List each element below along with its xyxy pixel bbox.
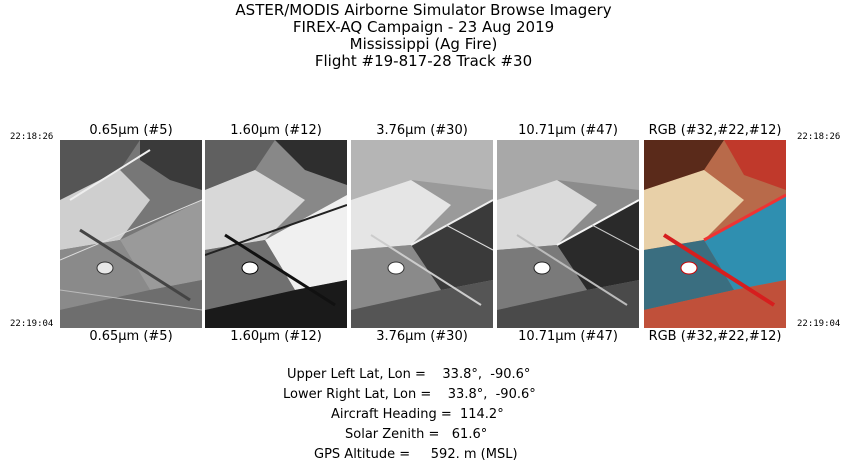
panel-label-top-2: 1.60μm (#12) (230, 123, 322, 138)
image-panel-1071um (497, 140, 639, 328)
panel-label-top-3: 3.76μm (#30) (376, 123, 468, 138)
panel-label-bottom-4: 10.71μm (#47) (518, 329, 618, 344)
title-line-2: FIREX-AQ Campaign - 23 Aug 2019 (292, 18, 555, 36)
panel-label-top-5: RGB (#32,#22,#12) (648, 123, 782, 138)
panel-label-bottom-2: 1.60μm (#12) (230, 329, 322, 344)
title-line-4: Flight #19-817-28 Track #30 (314, 52, 533, 70)
panel-label-bottom-3: 3.76μm (#30) (376, 329, 468, 344)
end-time-right: 22:19:04 (797, 319, 841, 329)
solar-zenith: Solar Zenith = 61.6° (345, 427, 488, 442)
panel-label-bottom-5: RGB (#32,#22,#12) (648, 329, 782, 344)
panel-label-top-1: 0.65μm (#5) (89, 123, 173, 138)
aircraft-heading: Aircraft Heading = 114.2° (331, 407, 504, 422)
upper-left-latlon: Upper Left Lat, Lon = 33.8°, -90.6° (287, 367, 531, 382)
title-line-3: Mississippi (Ag Fire) (349, 35, 498, 53)
start-time-left: 22:18:26 (10, 132, 54, 142)
image-panel-rgb (644, 140, 786, 328)
lower-right-latlon: Lower Right Lat, Lon = 33.8°, -90.6° (283, 387, 536, 402)
image-panel-065um (60, 140, 202, 328)
image-panel-376um (351, 140, 493, 328)
panel-label-top-4: 10.71μm (#47) (518, 123, 618, 138)
end-time-left: 22:19:04 (10, 319, 54, 329)
title-line-1: ASTER/MODIS Airborne Simulator Browse Imagery (235, 1, 612, 19)
start-time-right: 22:18:26 (797, 132, 841, 142)
gps-altitude: GPS Altitude = 592. m (MSL) (314, 447, 518, 462)
panel-label-bottom-1: 0.65μm (#5) (89, 329, 173, 344)
image-panel-160um (205, 140, 347, 328)
